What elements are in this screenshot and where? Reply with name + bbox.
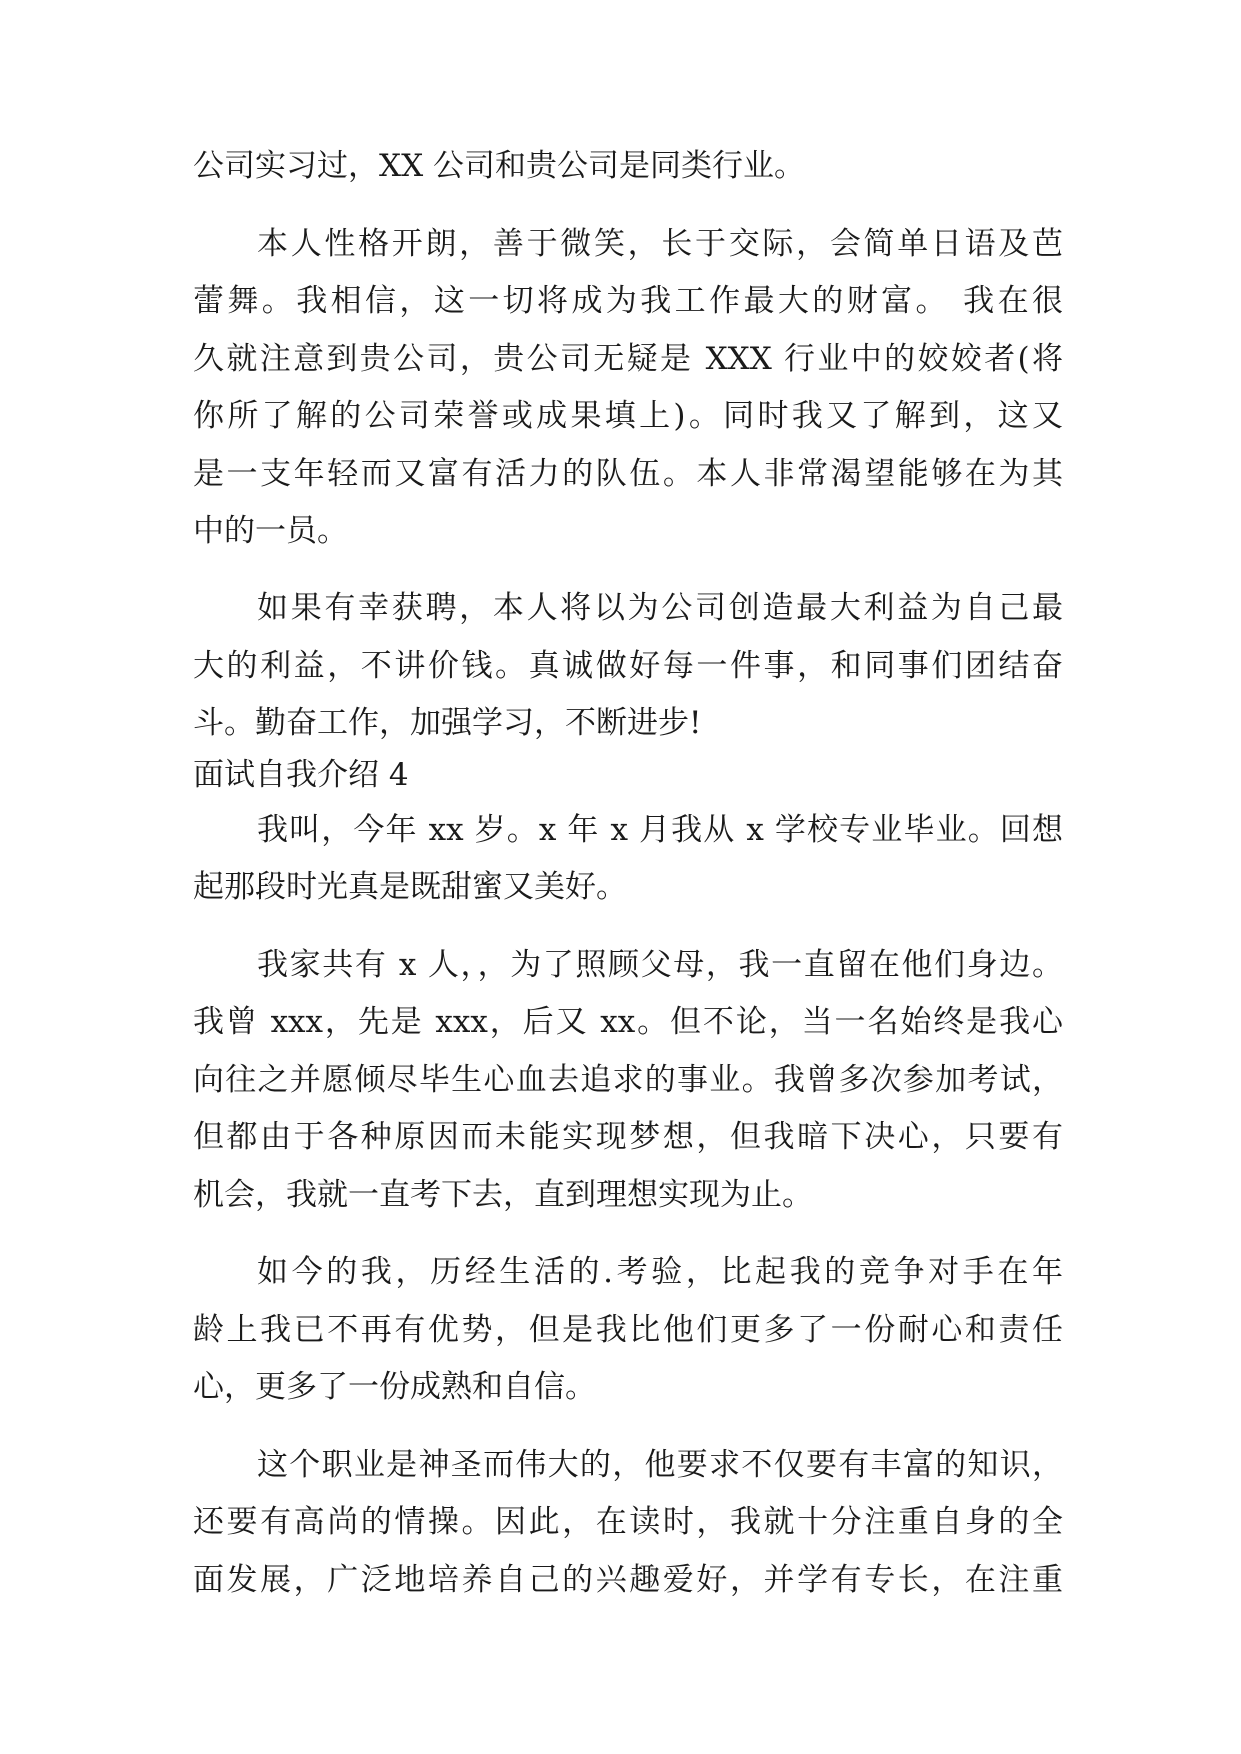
paragraph-first-line: 如果有幸获聘，本人将以为公司创造最大利益为自己最 — [257, 590, 1063, 626]
text-line: 斗。勤奋工作，加强学习，不断进步! — [193, 705, 702, 741]
text-line: 蕾舞。我相信，这一切将成为我工作最大的财富。 我在很 — [193, 283, 1063, 319]
text-line: 心，更多了一份成熟和自信。 — [193, 1369, 596, 1405]
paragraph-first-line: 本人性格开朗，善于微笑，长于交际，会简单日语及芭 — [257, 226, 1063, 262]
text-line: 还要有高尚的情操。因此，在读时，我就十分注重自身的全 — [193, 1504, 1063, 1540]
text-line: 龄上我已不再有优势，但是我比他们更多了一份耐心和责任 — [193, 1312, 1063, 1348]
text-line: 但都由于各种原因而未能实现梦想，但我暗下决心，只要有 — [193, 1119, 1063, 1155]
text-line: 机会，我就一直考下去，直到理想实现为止。 — [193, 1177, 813, 1213]
text-line: 中的一员。 — [193, 513, 348, 549]
text-line: 公司实习过，XX 公司和贵公司是同类行业。 — [193, 148, 805, 184]
text-line: 大的利益，不讲价钱。真诚做好每一件事，和同事们团结奋 — [193, 648, 1063, 684]
text-line: 是一支年轻而又富有活力的队伍。本人非常渴望能够在为其 — [193, 456, 1063, 492]
paragraph-first-line: 这个职业是神圣而伟大的，他要求不仅要有丰富的知识， — [257, 1447, 1063, 1483]
paragraph-first-line: 我家共有 x 人，，为了照顾父母，我一直留在他们身边。 — [257, 947, 1063, 983]
text-line: 你所了解的公司荣誉或成果填上)。同时我又了解到，这又 — [193, 398, 1063, 434]
text-line: 久就注意到贵公司，贵公司无疑是 XXX 行业中的姣姣者(将 — [193, 341, 1063, 377]
paragraph-first-line: 我叫，今年 xx 岁。x 年 x 月我从 x 学校专业毕业。回想 — [257, 812, 1063, 848]
section-heading: 面试自我介绍 4 — [193, 757, 409, 793]
text-line: 我曾 xxx，先是 xxx，后又 xx。但不论，当一名始终是我心 — [193, 1004, 1063, 1040]
text-line: 面发展，广泛地培养自己的兴趣爱好，并学有专长，在注重 — [193, 1562, 1063, 1598]
paragraph-first-line: 如今的我，历经生活的.考验，比起我的竞争对手在年 — [257, 1254, 1063, 1290]
text-line: 向往之并愿倾尽毕生心血去追求的事业。我曾多次参加考试， — [193, 1062, 1063, 1098]
text-line: 起那段时光真是既甜蜜又美好。 — [193, 869, 627, 905]
